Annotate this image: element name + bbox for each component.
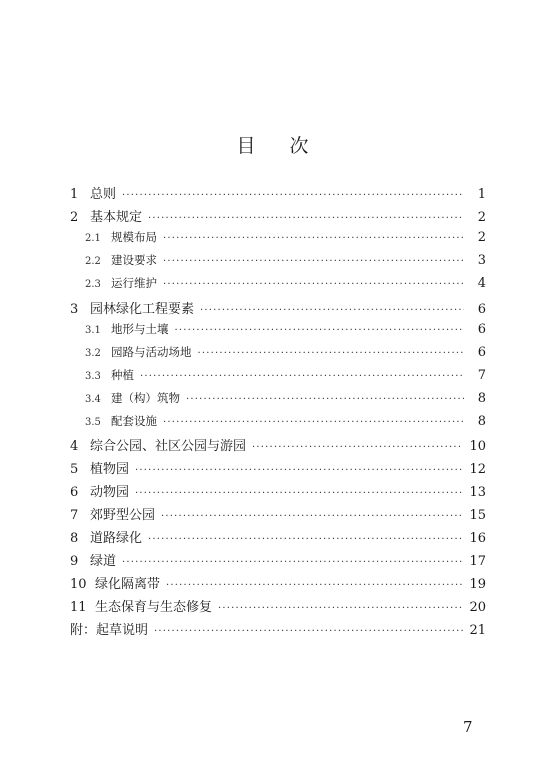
toc-entry-page: 10 bbox=[469, 439, 486, 454]
toc-entry-label: 综合公园、社区公园与游园 bbox=[90, 439, 247, 454]
toc-entry-page: 13 bbox=[469, 485, 486, 500]
toc-entry-label: 道路绿化 bbox=[90, 531, 143, 546]
toc-entry-label: 配套设施 bbox=[111, 414, 157, 428]
toc-leader-dots bbox=[154, 626, 463, 637]
toc-entry-label: 绿化隔离带 bbox=[95, 577, 161, 592]
toc-entry-page: 7 bbox=[477, 368, 486, 383]
toc-entry-number: 2.1 bbox=[85, 233, 101, 244]
toc-entry-number: 3.3 bbox=[85, 371, 101, 382]
toc-entry-label: 园路与活动场地 bbox=[111, 345, 192, 359]
toc-leader-dots bbox=[186, 394, 464, 405]
toc-entry[interactable] bbox=[70, 481, 486, 499]
toc-leader-dots bbox=[163, 417, 464, 428]
toc-entry-label: 运行维护 bbox=[111, 276, 157, 290]
toc-entry-page: 3 bbox=[477, 253, 486, 268]
toc-entry[interactable] bbox=[70, 550, 486, 568]
toc-leader-dots bbox=[161, 511, 463, 522]
toc-entry-number: 7 bbox=[70, 508, 79, 523]
toc-leader-dots bbox=[122, 190, 464, 201]
toc-entry-label: 植物园 bbox=[90, 462, 130, 477]
toc-entry-page: 17 bbox=[469, 554, 486, 569]
toc-leader-dots bbox=[148, 213, 464, 224]
toc-entry-page: 2 bbox=[477, 210, 486, 225]
toc-entry-number: 3.5 bbox=[85, 417, 101, 428]
toc-entry[interactable] bbox=[70, 504, 486, 522]
toc-entry[interactable] bbox=[70, 619, 486, 637]
toc-entry-number: 3.2 bbox=[85, 348, 101, 359]
toc-entry-page: 8 bbox=[477, 414, 486, 429]
toc-leader-dots bbox=[252, 442, 463, 453]
toc-entry-number: 9 bbox=[70, 554, 79, 569]
toc-entry-number: 6 bbox=[70, 485, 79, 500]
toc-entry-number: 11 bbox=[70, 600, 87, 615]
toc-entry-page: 16 bbox=[469, 531, 486, 546]
toc-entry[interactable] bbox=[70, 458, 486, 476]
toc-leader-dots bbox=[122, 557, 463, 568]
page-number: 7 bbox=[463, 718, 473, 736]
toc-entry-number: 3.1 bbox=[85, 325, 101, 336]
toc-leader-dots bbox=[140, 371, 464, 382]
toc-entry[interactable] bbox=[70, 229, 486, 247]
toc-entry-label: 生态保育与生态修复 bbox=[95, 600, 213, 615]
toc-entry-page: 20 bbox=[469, 600, 486, 615]
toc-entry-page: 2 bbox=[477, 230, 486, 245]
toc-leader-dots bbox=[135, 488, 463, 499]
toc-entry-number: 8 bbox=[70, 531, 79, 546]
toc-leader-dots bbox=[148, 534, 463, 545]
toc-entry-page: 6 bbox=[477, 345, 486, 360]
toc-entry[interactable] bbox=[70, 206, 486, 224]
toc-leader-dots bbox=[163, 256, 464, 267]
toc-leader-dots bbox=[175, 325, 465, 336]
toc-entry[interactable] bbox=[70, 321, 486, 339]
toc-entry[interactable] bbox=[70, 367, 486, 385]
toc-entry[interactable] bbox=[70, 390, 486, 408]
toc-entry-number: 2.3 bbox=[85, 279, 101, 290]
toc-entry[interactable] bbox=[70, 183, 486, 201]
toc-leader-dots bbox=[163, 279, 464, 290]
toc-leader-dots bbox=[135, 465, 463, 476]
toc-entry-number: 附： bbox=[70, 623, 97, 638]
toc-entry-page: 21 bbox=[469, 623, 486, 638]
toc-entry[interactable] bbox=[70, 573, 486, 591]
toc-leader-dots bbox=[166, 580, 463, 591]
toc-entry-label: 起草说明 bbox=[96, 623, 149, 638]
toc-entry-number: 10 bbox=[70, 577, 87, 592]
toc-entry-number: 3.4 bbox=[85, 394, 101, 405]
toc-leader-dots bbox=[200, 305, 464, 316]
title-char-2: 次 bbox=[289, 135, 309, 157]
toc-entry-label: 规模布局 bbox=[111, 230, 157, 244]
toc-entry-label: 绿道 bbox=[90, 554, 117, 569]
toc-entry-label: 动物园 bbox=[90, 485, 130, 500]
toc-entry-label: 种植 bbox=[111, 368, 134, 382]
toc-entry[interactable] bbox=[70, 527, 486, 545]
toc-entry[interactable] bbox=[70, 275, 486, 293]
toc-entry-number: 5 bbox=[70, 462, 79, 477]
toc-entry[interactable] bbox=[70, 435, 486, 453]
toc-entry-label: 建（构）筑物 bbox=[111, 391, 180, 405]
toc-entry-label: 基本规定 bbox=[90, 210, 143, 225]
toc-leader-dots bbox=[218, 603, 463, 614]
page-title bbox=[0, 131, 545, 158]
toc-entry-page: 8 bbox=[477, 391, 486, 406]
toc-entry-label: 地形与土壤 bbox=[111, 322, 169, 336]
toc-leader-dots bbox=[163, 233, 464, 244]
toc-entry-page: 6 bbox=[477, 322, 486, 337]
toc-entry[interactable] bbox=[70, 252, 486, 270]
toc-entry-page: 6 bbox=[477, 302, 486, 317]
toc-entry[interactable] bbox=[70, 298, 486, 316]
toc-entry-number: 2 bbox=[70, 210, 79, 225]
toc-entry-number: 1 bbox=[70, 187, 79, 202]
toc-entry-page: 1 bbox=[477, 187, 486, 202]
toc-entry[interactable] bbox=[70, 596, 486, 614]
toc-entry-page: 4 bbox=[477, 276, 486, 291]
toc-entry[interactable] bbox=[70, 413, 486, 431]
toc-entry-label: 建设要求 bbox=[111, 253, 157, 267]
toc-entry-label: 园林绿化工程要素 bbox=[90, 302, 195, 317]
title-char-1: 目 bbox=[236, 135, 256, 157]
toc-entry-label: 总则 bbox=[90, 187, 117, 202]
toc-entry-number: 2.2 bbox=[85, 256, 101, 267]
toc-entry[interactable] bbox=[70, 344, 486, 362]
toc-entry-page: 12 bbox=[469, 462, 486, 477]
toc-entry-page: 19 bbox=[469, 577, 486, 592]
toc-leader-dots bbox=[198, 348, 465, 359]
toc-entry-page: 15 bbox=[469, 508, 486, 523]
toc-entry-number: 4 bbox=[70, 439, 79, 454]
toc-entry-number: 3 bbox=[70, 302, 79, 317]
toc-entry-label: 郊野型公园 bbox=[90, 508, 156, 523]
